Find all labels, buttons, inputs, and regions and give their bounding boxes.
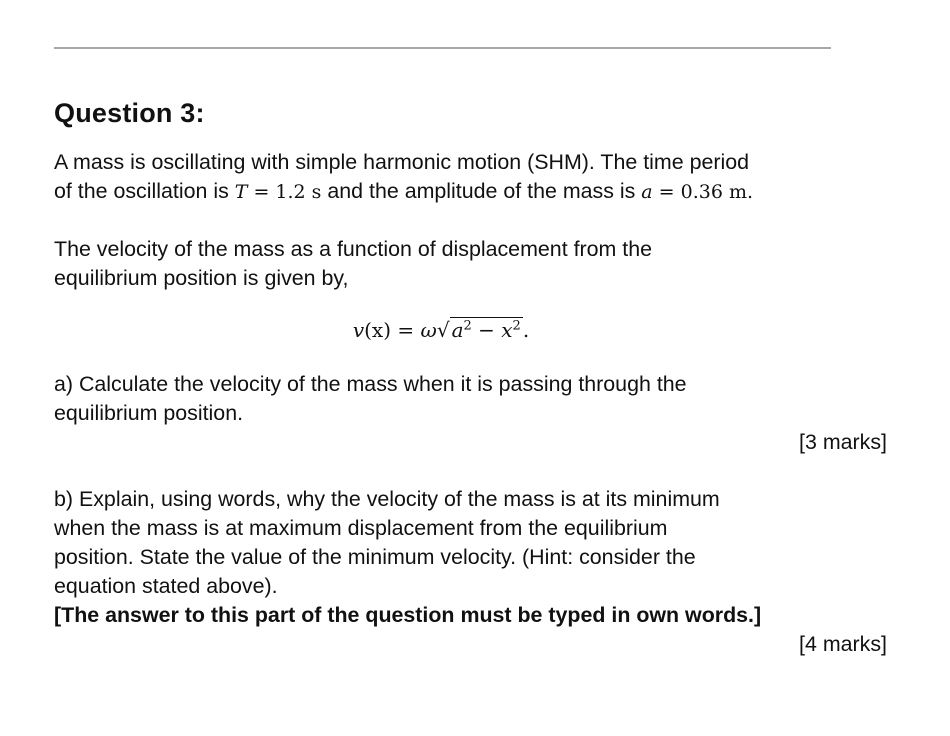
intro-paragraph: [54, 148, 854, 207]
top-divider: [54, 47, 831, 49]
part-a-text: [54, 370, 834, 428]
amplitude-value: = 0.36 m.: [652, 181, 754, 203]
radicand-x-power: 2: [512, 318, 521, 334]
part-b-text: [54, 485, 844, 601]
intro-line-2-middle: and the amplitude of the mass is: [321, 179, 642, 203]
part-a-line-1: a) Calculate the velocity of the mass when it is passing through the: [54, 372, 687, 396]
equation-equals: =: [391, 318, 421, 342]
question-title: Question 3:: [54, 98, 205, 128]
equation-lhs: v: [352, 318, 365, 342]
period-symbol: T: [234, 181, 248, 203]
part-b-instruction: [The answer to this part of the question must be typed in own words.]: [54, 603, 762, 627]
radicand-x: x: [501, 318, 513, 342]
amplitude-symbol: a: [641, 181, 653, 203]
part-b-line-1: b) Explain, using words, why the velocity of the mass is at its minimum: [54, 487, 720, 511]
part-b-marks: [4 marks]: [799, 632, 887, 656]
intro-line-1: A mass is oscillating with simple harmonic motion (SHM). The time period: [54, 150, 750, 174]
velocity-line-2: equilibrium position is given by,: [54, 266, 349, 290]
part-b-line-2: when the mass is at maximum displacement from the equilibrium: [54, 516, 668, 540]
equation-end: .: [522, 318, 530, 342]
velocity-statement: [54, 235, 834, 293]
velocity-line-1: The velocity of the mass as a function of displacement from the: [54, 237, 653, 261]
velocity-equation: [0, 314, 882, 346]
amplitude-expression: [641, 181, 753, 203]
part-b-line-3: position. State the value of the minimum velocity. (Hint: consider the: [54, 545, 696, 569]
equation-radicand: [450, 317, 523, 342]
part-a-line-2: equilibrium position.: [54, 401, 244, 425]
equation-omega: ω: [420, 318, 437, 342]
part-a-marks: [3 marks]: [799, 430, 887, 454]
intro-line-2-prefix: of the oscillation is: [54, 179, 235, 203]
radicand-a: a: [451, 318, 464, 342]
sqrt-symbol: √: [436, 318, 450, 342]
part-b-line-4: equation stated above).: [54, 574, 278, 598]
equation-lhs-arg: (x): [364, 318, 392, 342]
period-expression: [235, 181, 322, 203]
radicand-a-power: 2: [463, 318, 472, 334]
period-value: = 1.2 s: [247, 181, 322, 203]
equation-minus: −: [471, 318, 502, 342]
